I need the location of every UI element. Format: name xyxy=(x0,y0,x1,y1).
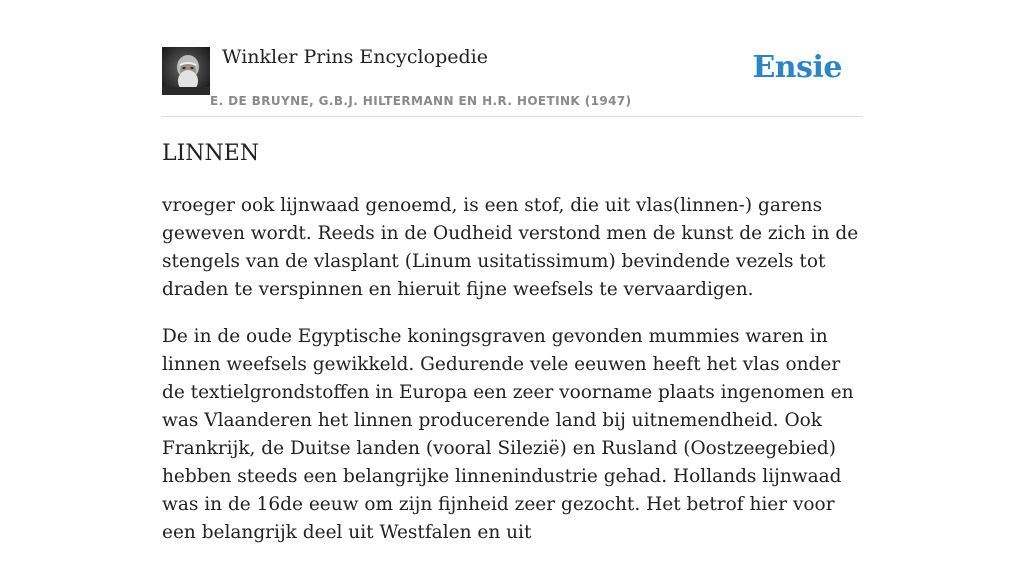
article-paragraph: vroeger ook lijnwaad genoemd, is een stof, die uit vlas(linnen-) garens geweven wordt. Reeds in de Oudheid verstond men de kunst de zich in de stengels van de vlasplant (Linum usitatissimum) bevindende vezels tot draden te verspinnen en hieruit fijne weefsels te vervaardigen. xyxy=(162,195,859,300)
source-authors: E. DE BRUYNE, G.B.J. HILTERMANN EN H.R. HOETINK (1947) xyxy=(210,94,632,108)
source-header xyxy=(162,46,862,117)
article-paragraph: De in de oude Egyptische koningsgraven gevonden mummies waren in linnen weefsels gewikkeld. Gedurende vele eeuwen heeft het vlas onder de textielgrondstoffen in Europa een zeer voorname plaats ingenomen en was Vlaanderen het linnen producerende land bij uitnemendheid. Ook Frankrijk, de Duitse landen (vooral Silezië) en Rusland (Oostzeegebied) hebben steeds een belangrijke linnenindustrie gehad. Hollands lijnwaad was in de 16de eeuw om zijn fijnheid zeer gezocht. Het betrof hier voor een belangrijk deel uit Westfalen en uit xyxy=(162,326,854,543)
article-body xyxy=(162,192,862,566)
article-title: LINNEN xyxy=(162,141,260,166)
brand-logo[interactable]: Ensie xyxy=(752,50,842,85)
source-title[interactable]: Winkler Prins Encyclopedie xyxy=(222,46,488,68)
author-portrait-icon[interactable] xyxy=(162,47,210,95)
